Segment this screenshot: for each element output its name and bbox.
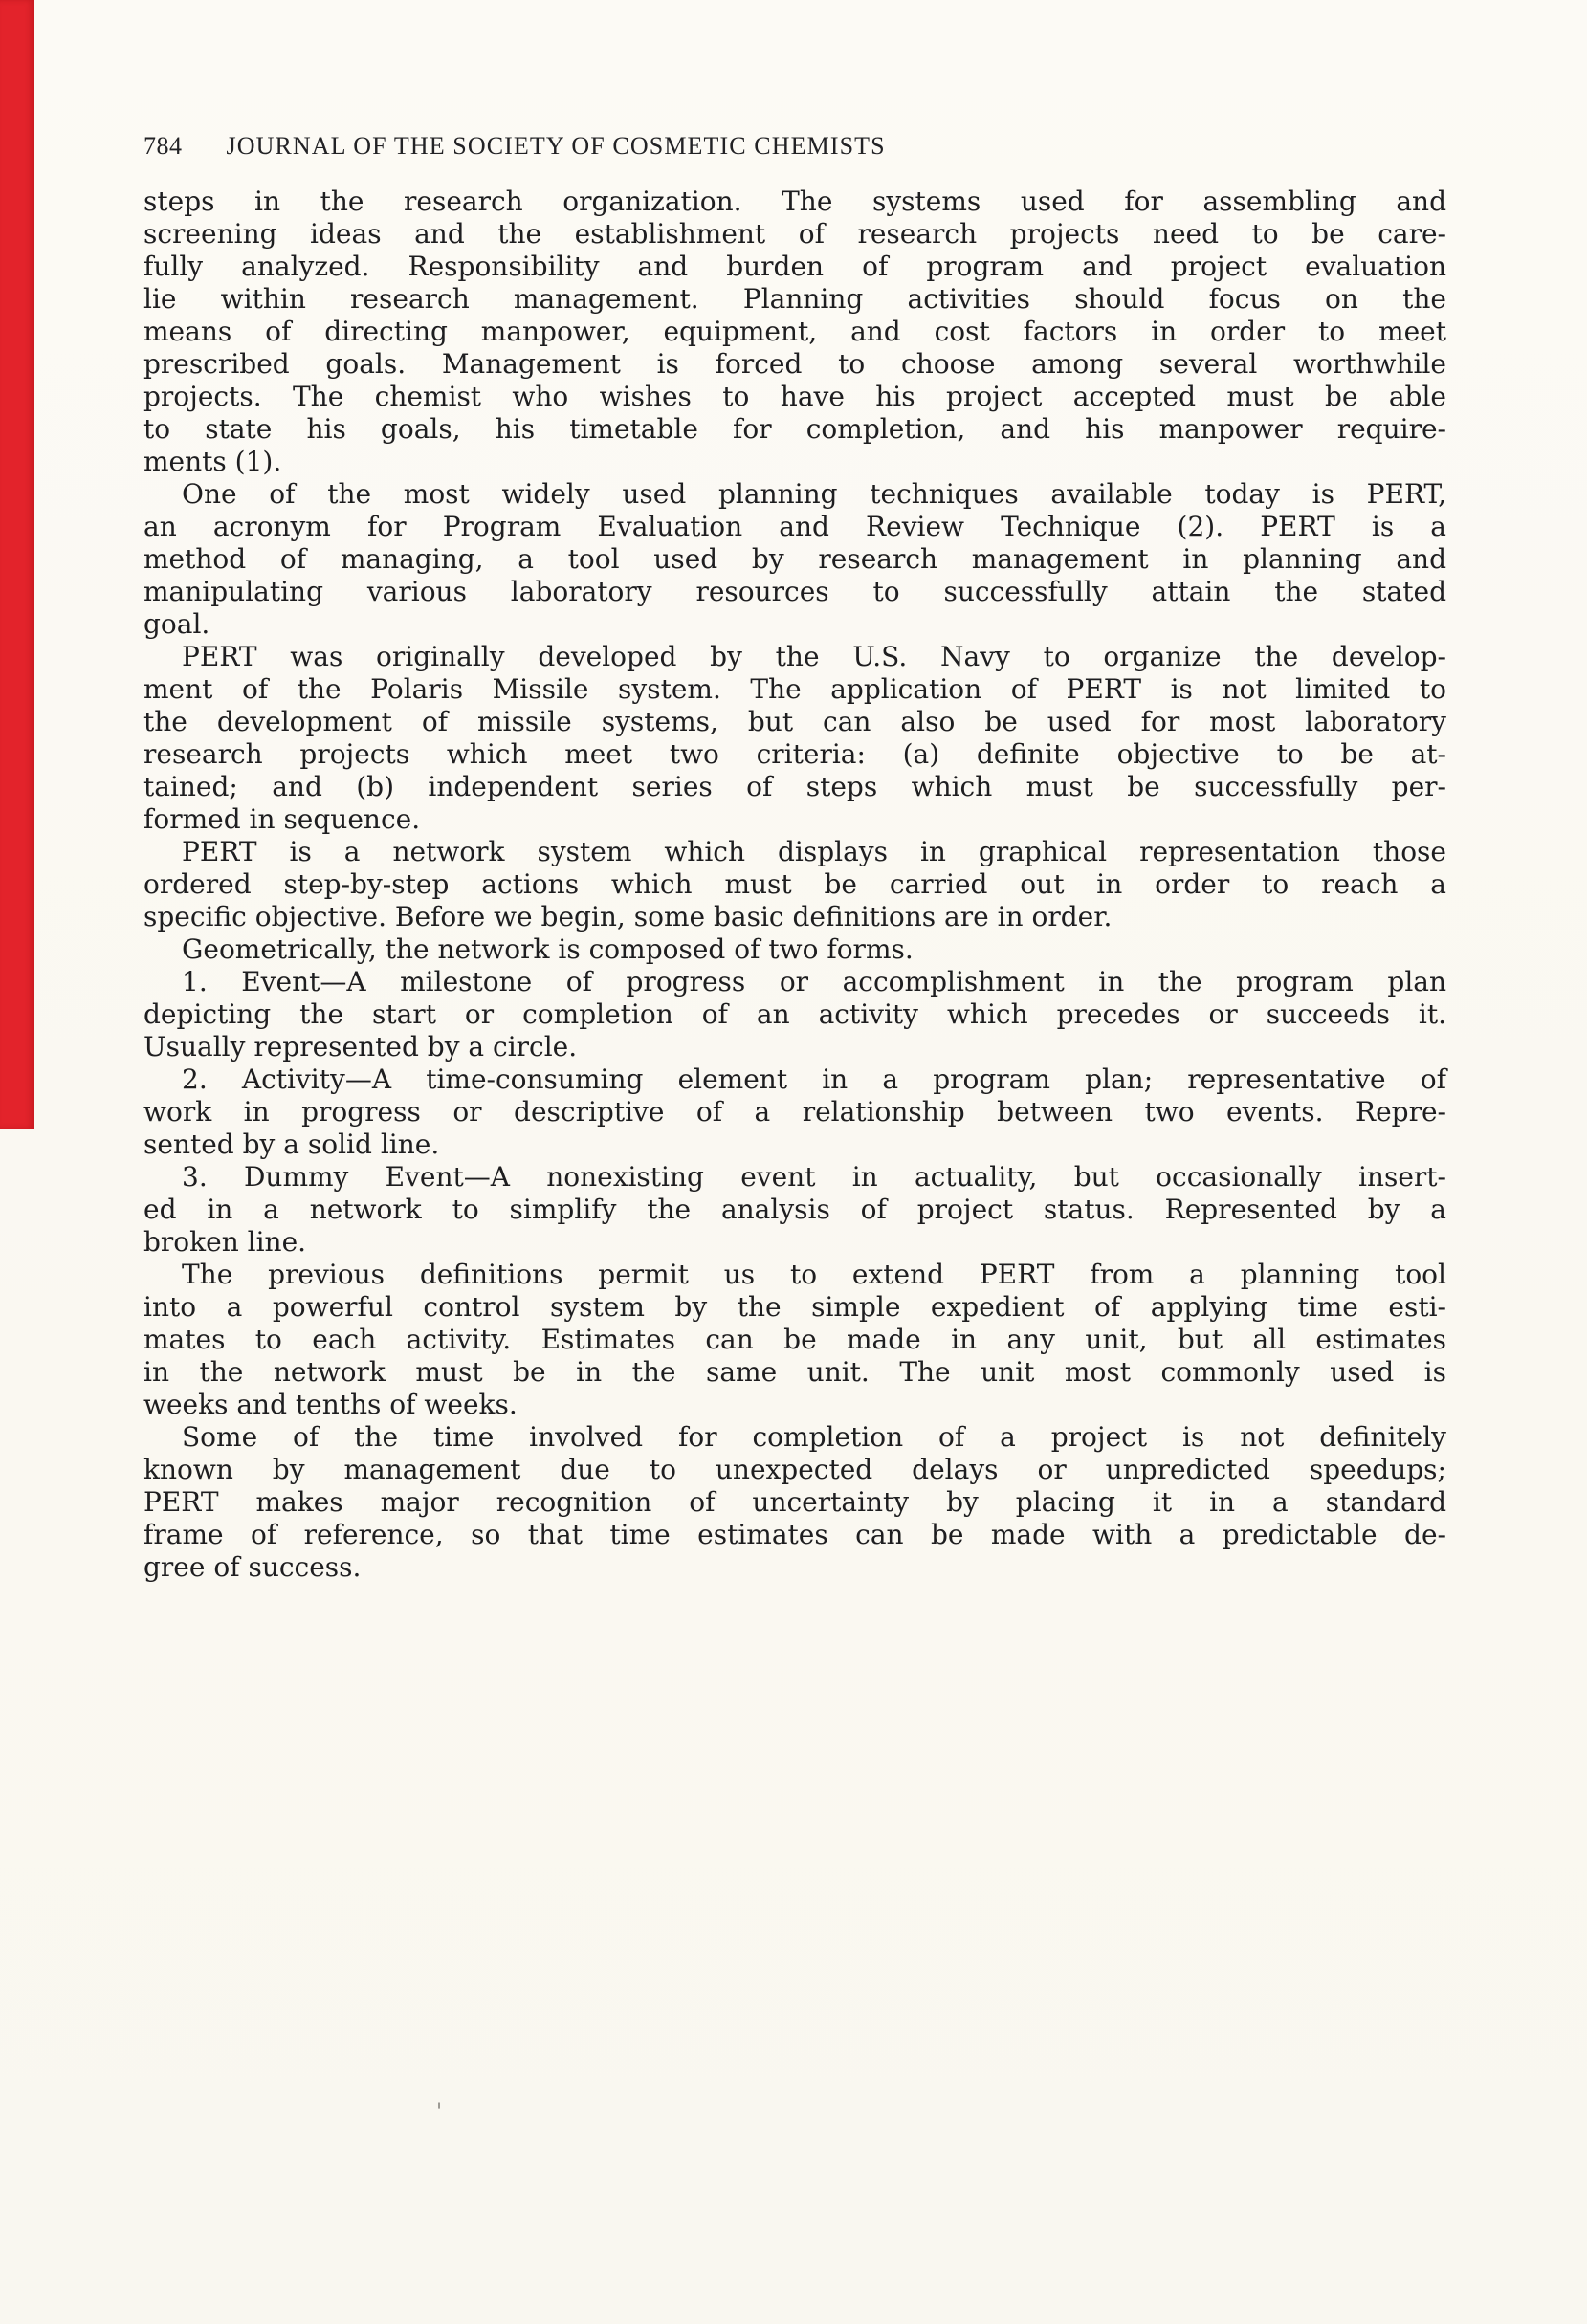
journal-title: JOURNAL OF THE SOCIETY OF COSMETIC CHEMISTS — [226, 132, 886, 160]
paragraph — [143, 1421, 1446, 1584]
text-line: PERT is a network system which displays in graphical representation those — [182, 836, 1446, 867]
scan-edge-red-stripe — [0, 0, 34, 1129]
text-line: mates to each activity. Estimates can be made in any unit, but all estimates — [143, 1324, 1446, 1355]
text-line: lie within research management. Planning activities should focus on the — [143, 283, 1446, 315]
text-line: One of the most widely used planning techniques available today is PERT, — [182, 478, 1446, 510]
text-line: formed in sequence. — [143, 803, 421, 835]
text-line: to state his goals, his timetable for completion, and his manpower require- — [143, 413, 1446, 445]
text-line: frame of reference, so that time estimates can be made with a predictable de- — [143, 1519, 1446, 1550]
paragraph — [143, 1063, 1446, 1161]
text-line: known by management due to unexpected delays or unpredicted speedups; — [143, 1454, 1446, 1485]
text-line: sented by a solid line. — [143, 1129, 440, 1160]
text-line: projects. The chemist who wishes to have his project accepted must be able — [143, 381, 1446, 412]
text-line: manipulating various laboratory resources to successfully attain the stated — [143, 576, 1446, 607]
article-body — [143, 186, 1446, 1584]
text-line: PERT was originally developed by the U.S. Navy to organize the develop- — [182, 641, 1446, 672]
text-line: Usually represented by a circle. — [143, 1031, 578, 1063]
text-line: ments (1). — [143, 446, 282, 477]
text-line: work in progress or descriptive of a relationship between two events. Repre- — [143, 1096, 1446, 1128]
text-line: method of managing, a tool used by research management in planning and — [143, 543, 1446, 575]
text-line: ordered step-by-step actions which must be carried out in order to reach a — [143, 868, 1446, 900]
paragraph — [143, 933, 1446, 966]
text-line: PERT makes major recognition of uncertainty by placing it in a standard — [143, 1486, 1446, 1518]
text-line: 3. Dummy Event—A nonexisting event in actuality, but occasionally insert- — [182, 1161, 1446, 1193]
text-line: gree of success. — [143, 1551, 362, 1583]
paragraph — [143, 966, 1446, 1063]
text-line: screening ideas and the establishment of research projects need to be care- — [143, 218, 1446, 250]
text-line: prescribed goals. Management is forced to choose among several worthwhile — [143, 348, 1446, 380]
paragraph — [143, 1259, 1446, 1421]
text-line: The previous definitions permit us to extend PERT from a planning tool — [182, 1259, 1446, 1290]
text-line: depicting the start or completion of an activity which precedes or succeeds it. — [143, 998, 1446, 1030]
paragraph — [143, 641, 1446, 836]
text-line: an acronym for Program Evaluation and Review Technique (2). PERT is a — [143, 511, 1446, 542]
paragraph — [143, 836, 1446, 933]
text-line: 1. Event—A milestone of progress or accomplishment in the program plan — [182, 966, 1446, 998]
page-content — [143, 132, 1446, 1584]
text-line: specific objective. Before we begin, some basic definitions are in order. — [143, 901, 1113, 932]
text-line: 2. Activity—A time-consuming element in a program plan; representative of — [182, 1063, 1446, 1095]
paragraph — [143, 478, 1446, 641]
text-line: tained; and (b) independent series of steps which must be successfully per- — [143, 771, 1446, 802]
text-line: research projects which meet two criteria: (a) definite objective to be at- — [143, 738, 1446, 770]
scan-artifact-mark: ' — [436, 2100, 443, 2124]
text-line: fully analyzed. Responsibility and burden of program and project evaluation — [143, 251, 1446, 282]
text-line: Some of the time involved for completion of a project is not definitely — [182, 1421, 1446, 1453]
text-line: ment of the Polaris Missile system. The application of PERT is not limited to — [143, 673, 1446, 705]
text-line: the development of missile systems, but can also be used for most laboratory — [143, 706, 1446, 737]
paragraph — [143, 1161, 1446, 1259]
text-line: broken line. — [143, 1226, 307, 1258]
text-line: steps in the research organization. The systems used for assembling and — [143, 186, 1446, 217]
running-header — [143, 132, 1446, 161]
text-line: goal. — [143, 608, 210, 640]
text-line: ed in a network to simplify the analysis of project status. Represented by a — [143, 1194, 1446, 1225]
text-line: into a powerful control system by the simple expedient of applying time esti- — [143, 1291, 1446, 1323]
text-line: in the network must be in the same unit. The unit most commonly used is — [143, 1356, 1446, 1388]
page-number: 784 — [143, 132, 183, 160]
text-line: Geometrically, the network is composed of two forms. — [182, 933, 914, 965]
text-line: means of directing manpower, equipment, and cost factors in order to meet — [143, 316, 1446, 347]
text-line: weeks and tenths of weeks. — [143, 1389, 518, 1420]
paragraph — [143, 186, 1446, 478]
